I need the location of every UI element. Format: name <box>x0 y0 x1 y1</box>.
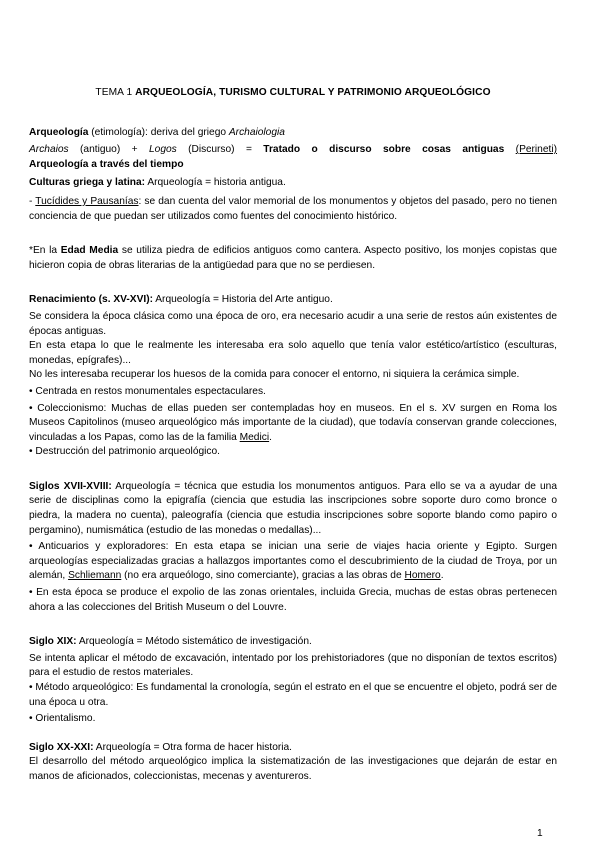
c17-bullet-1: • Anticuarios y exploradores: En esta etapa se inician una serie de viajes hacia oriente y Egipto. Surgen arqueologías especializadas gracias a hallazgos importantes como el descubrimiento de la ciudad de Troya, por un alemán, Schliemann (no era arqueólogo, sino comerciante), gracias a las obras de Homero. <box>29 541 557 582</box>
definition-line: Archaios (antiguo) + Logos (Discurso) = Tratado o discurso sobre cosas antiguas (Perineti) <box>29 144 557 156</box>
renaissance-p2: En esta etapa lo que le realmente les interesaba era solo aquello que tenía valor estético/artístico (esculturas, monedas, epígrafes)... <box>29 340 557 366</box>
greek-latin-text: - Tucídides y Pausanías: se dan cuenta del valor memorial de los monumentos y objetos del pasado, pero no tienen conciencia de que puedan ser utilizados como fuentes del conocimiento histórico. <box>29 195 558 222</box>
section-heading: Arqueología a través del tiempo <box>29 158 184 170</box>
renaissance-bullet-2: • Coleccionismo: Muchas de ellas pueden ser contempladas hoy en museos. En el s. XV surgen en Roma los Museos Capitolinos (museo arqueológico más importante de la ciudad), que todavía conservan grande colecciones, vinculadas a los Papas, como las de la familia Medici. <box>29 402 557 443</box>
c20-p1: El desarrollo del método arqueológico implica la sistematización de las investigaciones que dejarán de estar en manos de aficionados, coleccionistas, mecenas y aventureros. <box>29 756 557 782</box>
c19-bullet-2: • Orientalismo. <box>29 713 96 725</box>
page-number: 1 <box>537 828 543 839</box>
document-page <box>29 86 557 785</box>
renaissance-bullet-1: • Centrada en restos monumentales espectaculares. <box>29 385 266 397</box>
renaissance-p1: Se considera la época clásica como una época de oro, era necesario acudir a una serie de restos aún existentes de épocas antiguas. <box>29 310 557 337</box>
c17-bullet-2: • En esta época se produce el expolio de las zonas orientales, incluida Grecia, muchas de estas obras pertenecen ahora a las colecciones del British Museum o del Louvre. <box>29 587 557 613</box>
greek-latin-heading: Culturas griega y latina: Arqueología = historia antigua. <box>29 177 286 189</box>
c19-heading: Siglo XIX: Arqueología = Método sistemático de investigación. <box>29 636 312 648</box>
c17-heading: Siglos XVII-XVIII: Arqueología = técnica que estudia los monumentos antiguos. Para ello se va a ayudar de una serie de disciplinas como la epigrafía (ciencia que estudia las inscripciones sobre soporte duro como bronce o piedra, la madera no cuenta), paleografía (ciencia que estudia inscripciones sobre soporte blando como papiro o pergamino), numismática (estudio de las monedas o medallas)... <box>29 480 558 536</box>
renaissance-p3: No les interesaba recuperar los huesos de la comida para conocer el entorno, ni siquiera la cerámica simple. <box>29 369 520 381</box>
document-title: TEMA 1 ARQUEOLOGÍA, TURISMO CULTURAL Y PATRIMONIO ARQUEOLÓGICO <box>95 87 491 98</box>
renaissance-heading: Renacimiento (s. XV-XVI): Arqueología = Historia del Arte antiguo. <box>29 294 333 306</box>
c20-heading: Siglo XX-XXI: Arqueología = Otra forma de hacer historia. <box>29 741 293 753</box>
c19-p1: Se intenta aplicar el método de excavación, intentado por los prehistoriadores (que no disponían de textos escritos) para el estudio de restos materiales. <box>29 652 557 679</box>
renaissance-bullet-3: • Destrucción del patrimonio arqueológico. <box>29 446 221 458</box>
c19-bullet-1: • Método arqueológico: Es fundamental la cronología, según el estrato en el que se encuentre el objeto, podrá ser de una época u otra. <box>29 682 558 708</box>
etymology-line: Arqueología (etimología): deriva del griego Archaiologia <box>29 126 285 138</box>
middle-ages-text: *En la Edad Media se utiliza piedra de edificios antiguos como cantera. Aspecto positivo, los monjes copistas que hicieron copia de obras literarias de la antigüedad para que no se perdiesen. <box>29 245 558 271</box>
